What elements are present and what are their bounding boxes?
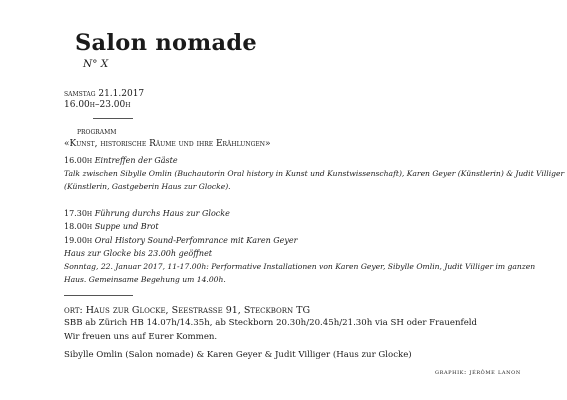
program-item-time: 16.00h: [64, 156, 93, 165]
talk-description-line1: Talk zwischen Sibylle Omlin (Buchautorin Oral history in Kunst und Kunstwissenschaft), Karen Geyer (Künstlerin) & Judit Villiger: [64, 169, 565, 178]
location-address: ort: Haus zur Glocke, Seestrasse 91, Steckborn TG: [64, 305, 311, 316]
program-item-time: 19.00h: [64, 236, 93, 245]
program-item: [64, 209, 230, 218]
program-item-text: Suppe und Brot: [94, 222, 159, 231]
sunday-line1: Sonntag, 22. Januar 2017, 11-17.00h: Performative Installationen von Karen Geyer, Sibylle Omlin, Judit Villiger im ganzen: [64, 262, 536, 271]
welcome-text: Wir freuen uns auf Eurer Kommen.: [64, 332, 218, 342]
document-title: Salon nomade: [75, 30, 257, 56]
open-until-note: Haus zur Glocke bis 23.00h geöffnet: [64, 249, 213, 258]
program-item: [64, 156, 178, 165]
hosts-line: Sibylle Omlin (Salon nomade) & Karen Geyer & Judit Villiger (Haus zur Glocke): [64, 350, 412, 360]
graphic-credit: graphik: jérôme lanon: [435, 368, 521, 376]
talk-description-line2: (Künstlerin, Gastgeberin Haus zur Glocke).: [64, 182, 231, 191]
program-item: [64, 236, 297, 245]
program-item-text: Führung durchs Haus zur Glocke: [94, 209, 230, 218]
program-item: [64, 222, 159, 231]
divider: [93, 118, 133, 119]
edition-number: N° X: [83, 58, 109, 70]
event-hours: 16.00h–23.00h: [64, 100, 131, 110]
program-item-time: 17.30h: [64, 209, 93, 218]
programm-theme: «Kunst, historische Räume und ihre Erählungen»: [64, 139, 271, 149]
event-date: samstag 21.1.2017: [64, 89, 145, 99]
programm-heading: programm: [77, 127, 117, 136]
program-item-text: Oral History Sound-Perfomrance mit Karen Geyer: [94, 236, 298, 245]
divider: [64, 295, 133, 296]
sunday-line2: Haus. Gemeinsame Begehung um 14.00h.: [64, 275, 226, 284]
program-item-time: 18.00h: [64, 222, 93, 231]
program-item-text: Eintreffen der Gäste: [94, 156, 178, 165]
transport-info: SBB ab Zürich HB 14.07h/14.35h, ab Steckborn 20.30h/20.45h/21.30h via SH oder Frauenfeld: [64, 318, 478, 328]
